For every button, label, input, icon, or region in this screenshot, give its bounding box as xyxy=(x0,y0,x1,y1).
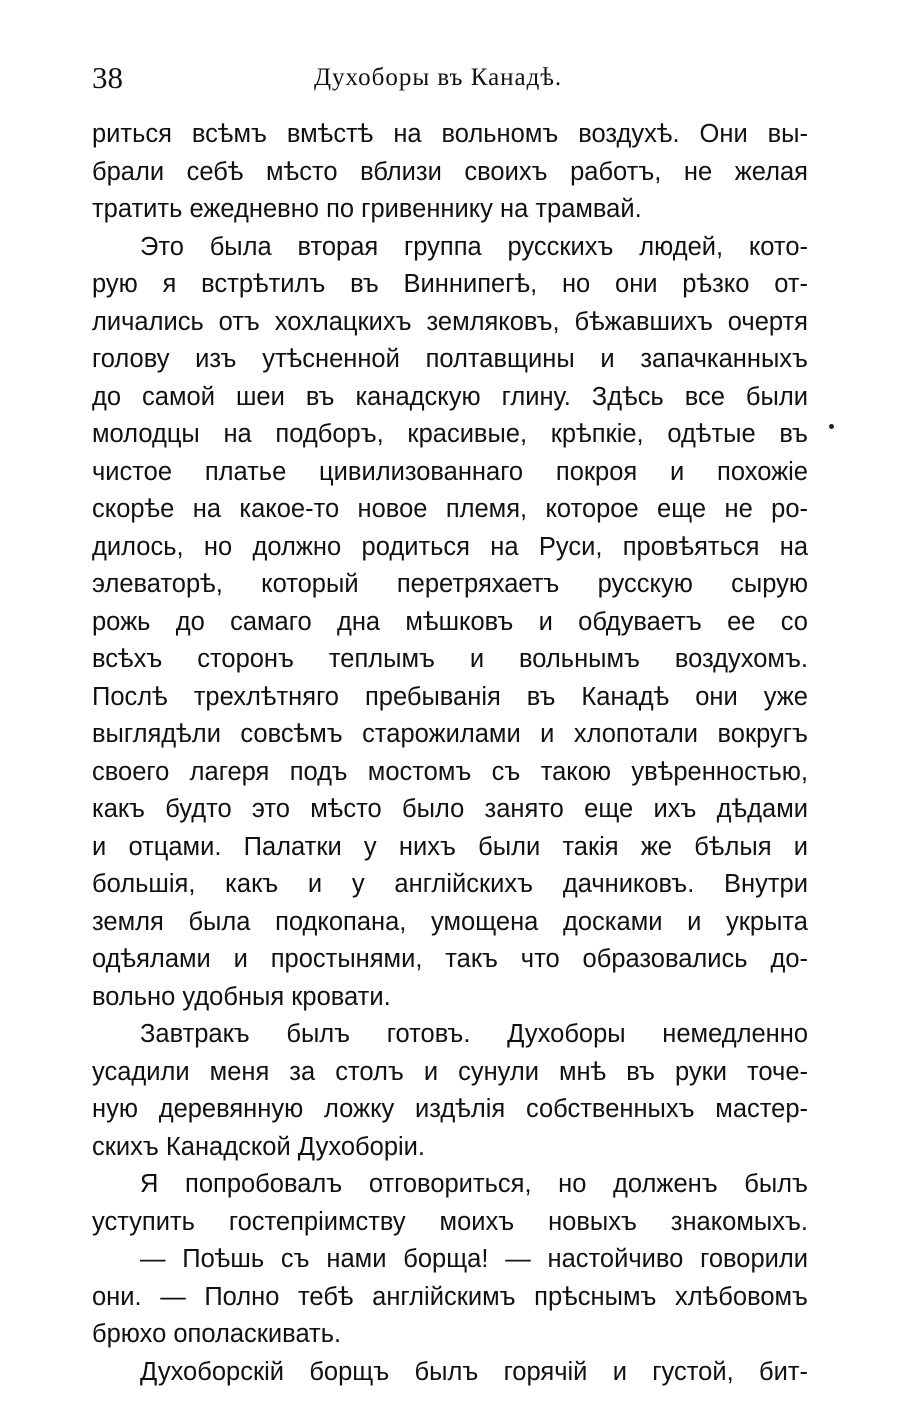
text-line: скорѣе на какое-то новое племя, которое еще не ро- xyxy=(92,495,808,523)
text-line: рую я встрѣтилъ въ Виннипегѣ, но они рѣзко от- xyxy=(92,270,808,298)
text-line: какъ будто это мѣсто было занято еще ихъ дѣдами xyxy=(92,795,808,823)
margin-mark xyxy=(829,424,834,429)
dialogue-line: — Поѣшь съ нами борща! — настойчиво говорили xyxy=(140,1245,808,1273)
text-line: молодцы на подборъ, красивые, крѣпкіе, одѣтые въ xyxy=(92,420,808,448)
text-line: ную деревянную ложку издѣлія собственныхъ мастер- xyxy=(92,1095,808,1123)
text-line: личались отъ хохлацкихъ земляковъ, бѣжавшихъ очертя xyxy=(92,307,808,336)
text-line: вольно удобныя кровати. xyxy=(92,982,391,1011)
paragraph-first-line: Завтракъ былъ готовъ. Духоборы немедленно xyxy=(140,1020,808,1048)
text-line: всѣхъ сторонъ теплымъ и вольнымъ воздухомъ. xyxy=(92,645,808,673)
paragraph-first-line: Духоборскій борщъ былъ горячій и густой, бит- xyxy=(140,1357,808,1386)
text-line: брюхо ополаскивать. xyxy=(92,1320,342,1348)
text-line: дилось, но должно родиться на Руси, провѣяться на xyxy=(92,532,808,561)
paragraph-first-line: Это была вторая группа русскихъ людей, кото- xyxy=(140,232,808,261)
text-line: Послѣ трехлѣтняго пребыванія въ Канадѣ они уже xyxy=(92,682,808,711)
text-line: выглядѣли совсѣмъ старожилами и хлопотали вокругъ xyxy=(92,720,808,748)
body-text xyxy=(92,116,808,1391)
text-line: усадили меня за столъ и сунули мнѣ въ руки точе- xyxy=(92,1057,808,1086)
text-line: элеваторѣ, который перетряхаетъ русскую сырую xyxy=(92,570,808,598)
text-line: тратить ежедневно по гривеннику на трамвай. xyxy=(92,195,642,223)
running-head xyxy=(90,58,810,98)
text-line: голову изъ утѣсненной полтавщины и запачканныхъ xyxy=(92,345,808,373)
text-line: до самой шеи въ канадскую глину. Здѣсь все были xyxy=(92,382,808,411)
text-line: большія, какъ и у англійскихъ дачниковъ. Внутри xyxy=(92,870,808,898)
text-line: рожь до самаго дна мѣшковъ и обдуваетъ ее со xyxy=(92,607,808,636)
text-line: чистое платье цивилизованнаго покроя и похожіе xyxy=(92,457,808,486)
text-line: риться всѣмъ вмѣстѣ на вольномъ воздухѣ. Они вы- xyxy=(92,120,808,148)
text-line: они. — Полно тебѣ англійскимъ прѣснымъ хлѣбовомъ xyxy=(92,1282,808,1311)
text-line: одѣялами и простынями, такъ что образовались до- xyxy=(92,945,808,973)
text-line: уступить гостепріимству моихъ новыхъ знакомыхъ. xyxy=(92,1207,808,1236)
page-number: 38 xyxy=(92,60,123,95)
text-line: брали себѣ мѣсто вблизи своихъ работъ, не желая xyxy=(92,157,808,186)
paragraph-first-line: Я попробовалъ отговориться, но долженъ былъ xyxy=(140,1170,808,1198)
text-line: земля была подкопана, умощена досками и укрыта xyxy=(92,907,808,936)
text-line: своего лагеря подъ мостомъ съ такою увѣренностью, xyxy=(92,757,808,786)
running-title: Духоборы въ Канадѣ. xyxy=(314,64,563,91)
text-line: скихъ Канадской Духоборіи. xyxy=(92,1132,425,1161)
text-line: и отцами. Палатки у нихъ были такія же бѣлыя и xyxy=(92,832,808,861)
